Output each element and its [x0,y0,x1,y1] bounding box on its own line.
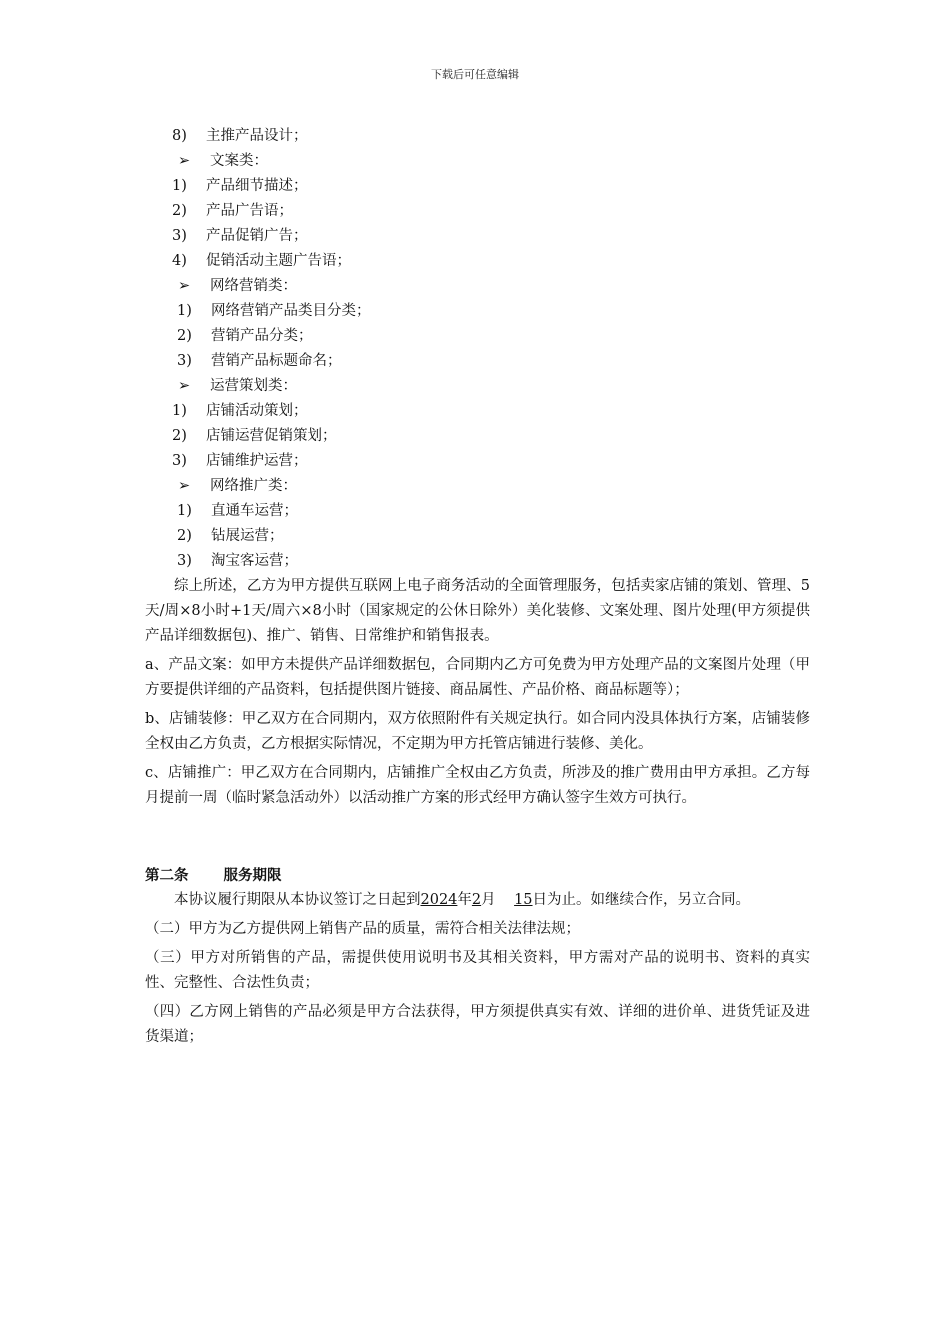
term-day-field: 15 [514,892,533,908]
list-text: 直通车运营； [211,503,298,519]
list-item [145,299,810,324]
list-number: 2) [177,328,192,344]
term-pre: 本协议履行期限从本协议签订之日起到 [174,892,421,908]
summary-paragraph: 综上所述，乙方为甲方提供互联网上电子商务活动的全面管理服务，包括卖家店铺的策划、管理、5天/周×8小时+1天/周六×8小时（国家规定的公休日除外）美化装修、文案处理、图片处理(甲方须提供产品详细数据包)、推广、销售、日常维护和销售报表。 [145,578,810,644]
list-number: 1) [172,403,187,419]
term-year-unit: 年 [457,892,472,908]
list-item [145,324,810,349]
list-item [145,399,810,424]
list-item [145,449,810,474]
list-item [145,424,810,449]
list-text: 网络营销产品类目分类； [211,303,371,319]
section-heading [145,863,810,888]
arrow-bullet-icon: ➢ [178,378,191,394]
list-text: 店铺活动策划； [206,403,308,419]
list-item [145,224,810,249]
list-number: 3) [177,353,192,369]
list-text: 淘宝客运营； [211,553,298,569]
list-item [145,349,810,374]
list-number: 2) [172,203,187,219]
arrow-bullet-icon: ➢ [178,153,191,169]
list-number: 1) [177,303,192,319]
list-number: 8) [172,128,187,144]
category-label: 运营策划类： [210,378,297,394]
list-item [145,249,810,274]
list-number: 1) [177,503,192,519]
list-item [145,524,810,549]
list-item [145,499,810,524]
list-item [145,174,810,199]
term-month-unit: 月 [481,892,496,908]
list-number: 3) [172,453,187,469]
list-item [145,199,810,224]
section-number: 第二条 [145,867,189,884]
list-text: 营销产品分类； [211,328,313,344]
category-heading-net [145,274,810,299]
arrow-bullet-icon: ➢ [178,278,191,294]
clause-c-promotion: c、店铺推广：甲乙双方在合同期内，店铺推广全权由乙方负责，所涉及的推广费用由甲方承担。乙方每月提前一周（临时紧急活动外）以活动推广方案的形式经甲方确认签字生效方可执行。 [145,765,810,806]
term-year-field: 2024 [420,892,458,908]
list-text: 产品广告语； [206,203,293,219]
term-paragraph [145,888,810,913]
list-text: 店铺运营促销策划； [206,428,337,444]
list-text: 钻展运营； [211,528,284,544]
list-number: 1) [172,178,187,194]
category-heading-promo [145,474,810,499]
category-heading-ops [145,374,810,399]
arrow-bullet-icon: ➢ [178,478,191,494]
list-number: 2) [177,528,192,544]
term-month-field: 2 [471,892,482,908]
section-title: 服务期限 [223,867,282,884]
clause-2: （二）甲方为乙方提供网上销售产品的质量，需符合相关法律法规； [145,921,580,937]
clause-3: （三）甲方对所销售的产品，需提供使用说明书及其相关资料，甲方需对产品的说明书、资料的真实性、完整性、合法性负责； [145,950,810,991]
list-text: 产品促销广告； [206,228,308,244]
term-post: 日为止。如继续合作，另立合同。 [532,892,751,908]
list-text: 营销产品标题命名； [211,353,342,369]
document-body [145,124,810,1050]
list-text: 促销活动主题广告语； [206,253,351,269]
category-heading-copy [145,149,810,174]
list-number: 4) [172,253,187,269]
list-number: 3) [177,553,192,569]
list-text: 产品细节描述； [206,178,308,194]
list-number: 2) [172,428,187,444]
page-header: 下载后可任意编辑 [431,68,519,81]
list-item [145,549,810,574]
clause-4: （四）乙方网上销售的产品必须是甲方合法获得，甲方须提供真实有效、详细的进价单、进货凭证及进货渠道； [145,1004,810,1045]
clause-a-copywriting: a、产品文案：如甲方未提供产品详细数据包，合同期内乙方可免费为甲方处理产品的文案图片处理（甲方要提供详细的产品资料，包括提供图片链接、商品属性、产品价格、商品标题等）； [145,657,810,698]
category-label: 文案类： [210,153,268,169]
list-text: 主推产品设计； [206,128,308,144]
category-label: 网络营销类： [210,278,297,294]
list-text: 店铺维护运营； [206,453,308,469]
clause-b-decoration: b、店铺装修：甲乙双方在合同期内，双方依照附件有关规定执行。如合同内没具体执行方案，店铺装修全权由乙方负责，乙方根据实际情况，不定期为甲方托管店铺进行装修、美化。 [145,711,810,752]
list-number: 3) [172,228,187,244]
list-item [145,124,810,149]
category-label: 网络推广类： [210,478,297,494]
